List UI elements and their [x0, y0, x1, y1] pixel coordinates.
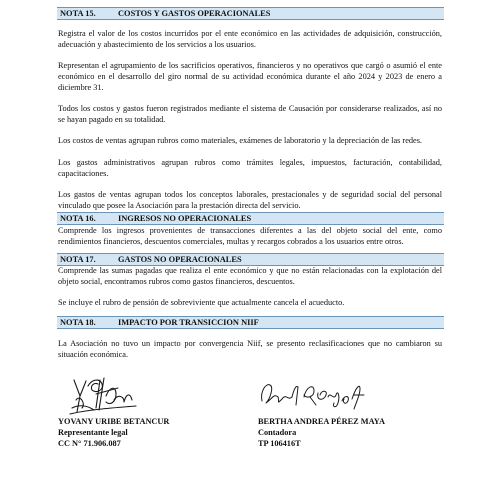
signer-1-name: YOVANY URIBE BETANCUR — [58, 417, 170, 426]
signature-accountant — [256, 377, 374, 413]
note-15-paragraph-3: Todos los costos y gastos fueron registrados mediante el sistema de Causación por considerarse realizados, así no se hayan pagado en su totalidad. — [58, 104, 442, 124]
note-15-number: NOTA 15. — [60, 9, 96, 18]
note-18-number: NOTA 18. — [60, 318, 96, 327]
note-16-number: NOTA 16. — [60, 214, 96, 223]
note-17-title: GASTOS NO OPERACIONALES — [118, 255, 242, 264]
note-17-number: NOTA 17. — [60, 255, 96, 264]
note-15-paragraph-6: Los gastos de ventas agrupan todos los conceptos laborales, prestacionales y de seguridad social del personal vinculado que posee la Asociación para la prestación directa del servicio. — [58, 190, 442, 210]
signature-legal-representative — [66, 374, 138, 418]
note-16-header — [57, 212, 444, 225]
note-15-paragraph-2: Representan el agrupamiento de los sacrificios operativos, financieros y no operativos que cargó o asumió el ente económico en el desarrollo del giro normal de su actividad económica durante el año 2024 y 2023 de enero a diciembre 31. — [58, 61, 442, 92]
note-15-paragraph-5: Los gastos administrativos agrupan rubros como trámites legales, impuestos, facturación, contabilidad, capacitaciones. — [58, 158, 442, 178]
note-15-title: COSTOS Y GASTOS OPERACIONALES — [118, 9, 271, 18]
note-15-paragraph-1: Registra el valor de los costos incurridos por el ente económico en las actividades de adquisición, construcción, adecuación y abastecimiento de los servicios a los usuarios. — [58, 29, 442, 49]
note-15-header — [57, 7, 444, 20]
note-16-title: INGRESOS NO OPERACIONALES — [118, 214, 252, 223]
note-16-paragraph-1: Comprende los ingresos provenientes de transacciones diferentes a las del objeto social del ente, como rendimientos financieros, descuentos comerciales, multas y recargos cobrados a los usuarios entre otros. — [58, 226, 442, 246]
note-17-paragraph-1: Comprende las sumas pagadas que realiza el ente económico y que no están relacionadas con la explotación del objeto social, encontramos rubros como gastos financieros, descuentos. — [58, 266, 442, 286]
signer-2-name: BERTHA ANDREA PÉREZ MAYA — [258, 417, 386, 426]
note-18-header — [57, 316, 444, 329]
note-15-paragraph-4: Los costos de ventas agrupan rubros como materiales, exámenes de laboratorio y la depreciación de las redes. — [58, 136, 423, 145]
signer-1-role: Representante legal — [58, 428, 128, 437]
signer-1-id: CC N° 71.906.087 — [58, 439, 121, 448]
note-18-paragraph-1: La Asociación no tuvo un impacto por convergencia Niif, se presento reclasificaciones que no cambiaron su situación económica. — [58, 339, 442, 359]
note-17-paragraph-2: Se incluye el rubro de pensión de sobreviviente que actualmente cancela el acueducto. — [58, 298, 345, 307]
note-18-title: IMPACTO POR TRANSICCION NIIF — [118, 318, 259, 327]
signer-2-id: TP 106416T — [258, 439, 301, 448]
signer-2-role: Contadora — [258, 428, 297, 437]
